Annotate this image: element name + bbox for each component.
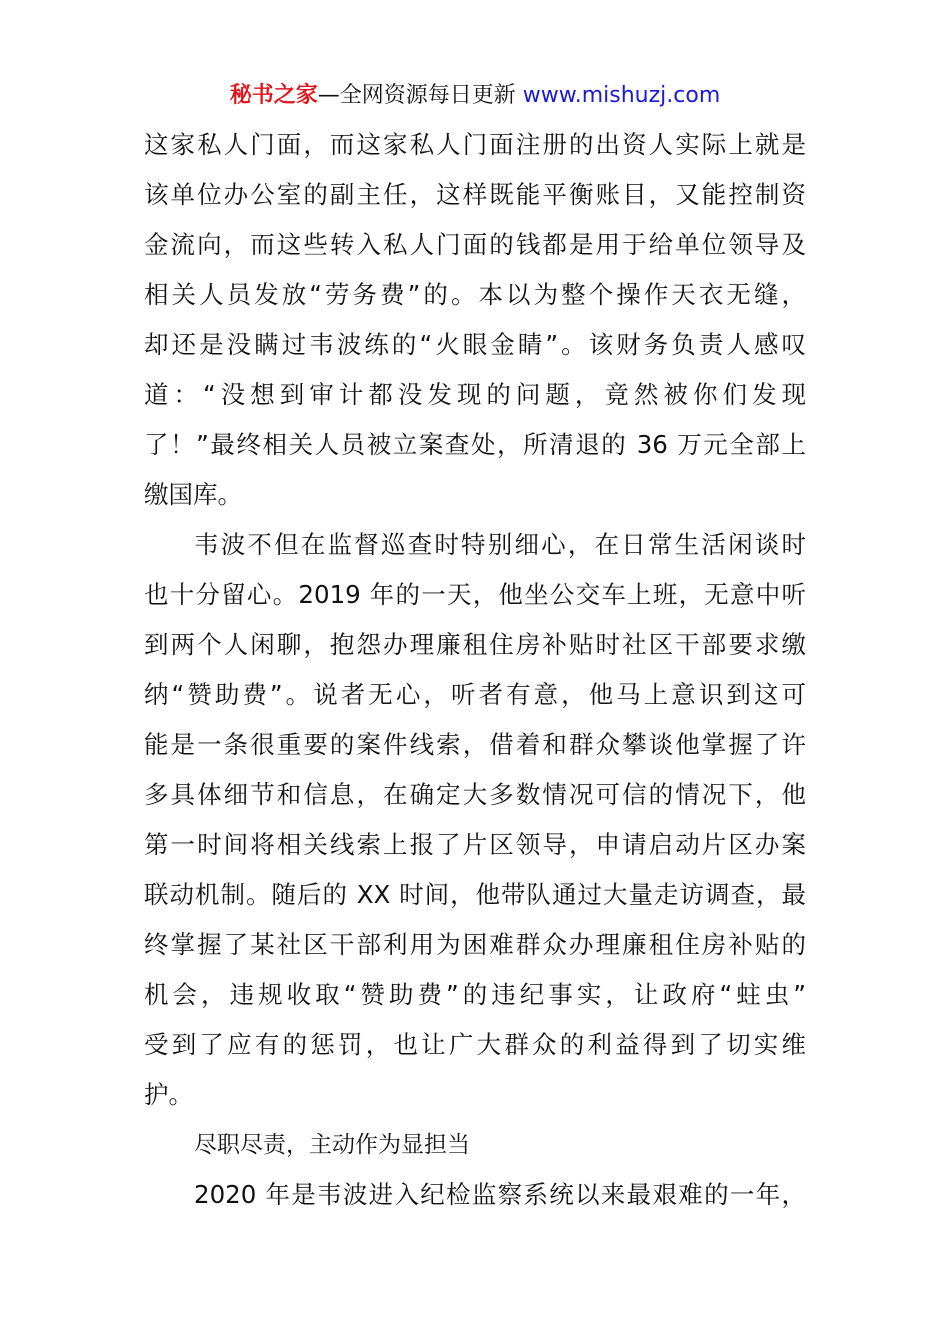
paragraph-first-line: 2020 年是韦波进入纪检监察系统以来最艰难的一年， bbox=[194, 1180, 806, 1209]
text-line: 这家私人门面，而这家私人门面注册的出资人实际上就是 bbox=[144, 130, 806, 159]
paragraph-first-line: 韦波不但在监督巡查时特别细心，在日常生活闲谈时 bbox=[194, 530, 806, 559]
text-line: 却还是没瞒过韦波练的“火眼金睛”。该财务负责人感叹 bbox=[144, 330, 806, 359]
text-line: 到两个人闲聊，抱怨办理廉租住房补贴时社区干部要求缴 bbox=[144, 630, 806, 659]
text-line: 机会，违规收取“赞助费”的违纪事实，让政府“蛀虫” bbox=[144, 980, 806, 1009]
text-line: 第一时间将相关线索上报了片区领导，申请启动片区办案 bbox=[144, 830, 806, 859]
text-line: 联动机制。随后的 XX 时间，他带队通过大量走访调查，最 bbox=[144, 880, 806, 909]
text-line: 能是一条很重要的案件线索，借着和群众攀谈他掌握了许 bbox=[144, 730, 806, 759]
text-line: 相关人员发放“劳务费”的。本以为整个操作天衣无缝， bbox=[144, 280, 806, 309]
text-line: 道：“没想到审计都没发现的问题，竟然被你们发现 bbox=[144, 380, 806, 409]
text-line: 护。 bbox=[144, 1080, 193, 1109]
text-line: 缴国库。 bbox=[144, 480, 242, 509]
text-line: 多具体细节和信息，在确定大多数情况可信的情况下，他 bbox=[144, 780, 806, 809]
text-line: 受到了应有的惩罚，也让广大群众的利益得到了切实维 bbox=[144, 1030, 806, 1059]
text-line: 该单位办公室的副主任，这样既能平衡账目，又能控制资 bbox=[144, 180, 806, 209]
section-heading: 尽职尽责，主动作为显担当 bbox=[194, 1132, 470, 1158]
text-line: 也十分留心。2019 年的一天，他坐公交车上班，无意中听 bbox=[144, 580, 806, 609]
site-url[interactable]: www.mishuzj.com bbox=[522, 83, 721, 108]
text-line: 金流向，而这些转入私人门面的钱都是用于给单位领导及 bbox=[144, 230, 806, 259]
site-tagline: —全网资源每日更新 bbox=[317, 83, 523, 108]
site-brand: 秘书之家 bbox=[229, 83, 318, 108]
text-line: 纳“赞助费”。说者无心，听者有意，他马上意识到这可 bbox=[144, 680, 806, 709]
text-line: 了！”最终相关人员被立案查处，所清退的 36 万元全部上 bbox=[144, 430, 806, 459]
text-line: 终掌握了某社区干部利用为困难群众办理廉租住房补贴的 bbox=[144, 930, 806, 959]
